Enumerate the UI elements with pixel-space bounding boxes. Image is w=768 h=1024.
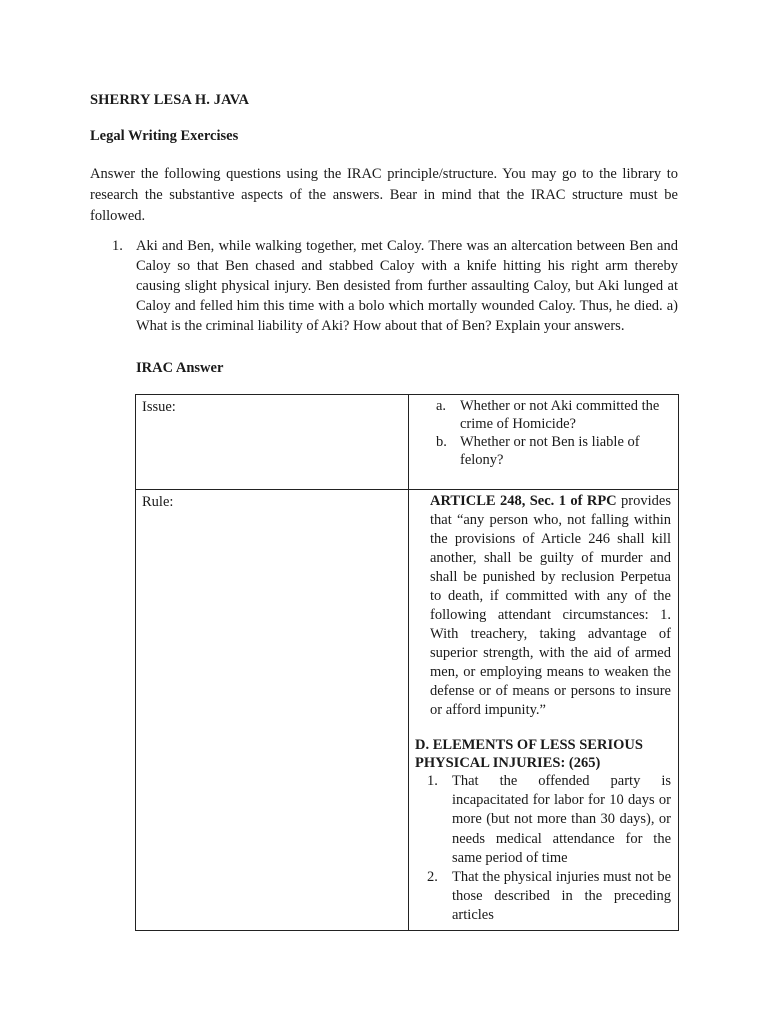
elements-list [427, 772, 671, 926]
rule-article-citation: ARTICLE 248, Sec. 1 of RPC [430, 493, 617, 509]
rule-label: Rule: [136, 490, 409, 931]
issue-label: Issue: [136, 395, 409, 490]
element-item-text: That the physical injuries must not be those described in the preceding articles [452, 869, 671, 924]
rule-content [409, 490, 679, 931]
issue-item-text: Whether or not Ben is liable of felony? [460, 434, 640, 468]
issue-content [409, 395, 679, 490]
question-number: 1. [112, 238, 123, 254]
issue-item-marker: b. [436, 434, 447, 450]
question-text: Aki and Ben, while walking together, met Caloy. There was an altercation between Ben and Caloy so that Ben chased and stabbed Caloy with a knife hitting his right arm thereby causing slight physical injury. Ben desisted from further assaulting Caloy, but Aki lunged at Caloy and felled him this time with a bolo which mortally wounded Caloy. Thus, he died. a) What is the criminal liability of Aki? How about that of Ben? Explain your answers. [136, 238, 678, 334]
element-item-marker: 2. [427, 869, 438, 886]
issue-item-text: Whether or not Aki committed the crime of Homicide? [460, 398, 660, 432]
issue-list [430, 397, 671, 469]
element-item-2 [427, 868, 671, 926]
irac-table [135, 394, 679, 931]
document-subtitle: Legal Writing Exercises [90, 128, 239, 144]
instructions-paragraph: Answer the following questions using the IRAC principle/structure. You may go to the library to research the substantive aspects of the answers. Bear in mind that the IRAC structure must be followed. [90, 166, 678, 224]
question-item [90, 236, 678, 336]
author-name: SHERRY LESA H. JAVA [90, 92, 250, 108]
issue-item-b [430, 433, 671, 469]
rule-article-paragraph [430, 492, 671, 720]
issue-row [136, 395, 679, 490]
elements-heading: D. ELEMENTS OF LESS SERIOUS PHYSICAL INJURIES: (265) [415, 737, 643, 771]
element-item-marker: 1. [427, 773, 438, 789]
issue-item-marker: a. [436, 398, 447, 414]
element-item-1 [427, 772, 671, 868]
rule-row [136, 490, 679, 931]
element-item-text: That the offended party is incapacitated for labor for 10 days or more (but not more than 30 days), or needs medical attendance for the same period of time [452, 773, 671, 866]
rule-article-text: provides that “any person who, not falling within the provisions of Article 246 shall kill another, shall be guilty of murder and shall be punished by reclusion Perpetua to death, if committed with any of the following attendant circumstances: 1. With treachery, taking advantage of superior strength, with the aid of armed men, or employing means to weaken the defense or of means or persons to insure or afford impunity.” [430, 493, 671, 718]
issue-item-a [430, 397, 671, 433]
irac-heading: IRAC Answer [136, 360, 224, 376]
